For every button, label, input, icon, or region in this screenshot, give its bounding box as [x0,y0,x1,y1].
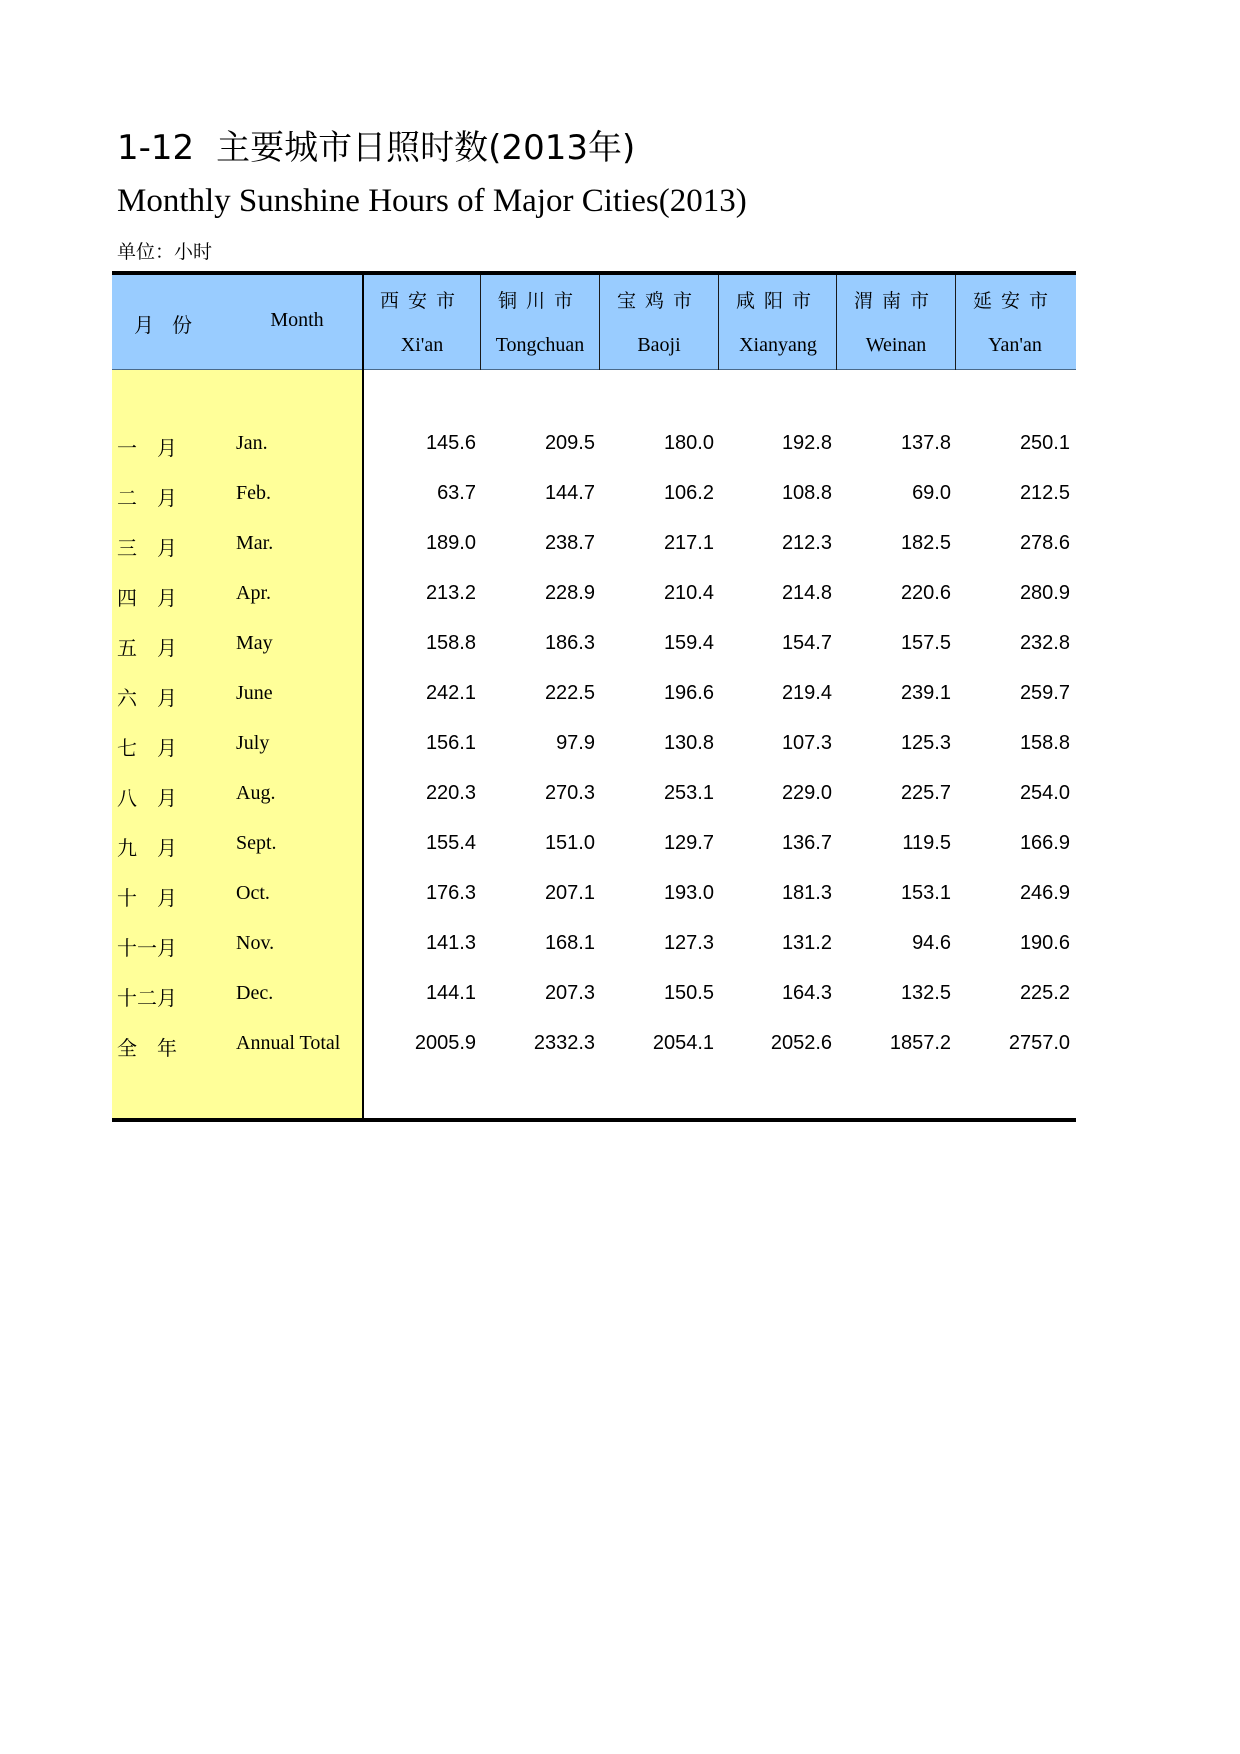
table-row [0,682,1240,712]
cell-value: 225.7 [900,782,951,804]
table-number: 1-12 [117,128,195,168]
cell-value: 106.2 [663,482,714,504]
header-city-cn: 宝鸡市 [616,290,701,312]
cell-value: 192.8 [781,432,832,454]
cell-value: 210.4 [663,582,714,604]
cell-value: 125.3 [900,732,951,754]
cell-value: 136.7 [781,832,832,854]
cell-value: 220.6 [900,582,951,604]
row-month-en: Dec. [236,982,274,1004]
row-month-en: Oct. [236,882,270,904]
header-month-en: Month [270,309,324,331]
cell-value: 222.5 [544,682,595,704]
row-month-cn: 十 月 [117,886,177,910]
cell-value: 270.3 [544,782,595,804]
header-city-cn: 延安市 [972,290,1057,312]
cell-value: 127.3 [663,932,714,954]
cell-value: 2005.9 [414,1032,476,1054]
cell-value: 207.1 [544,882,595,904]
table-row [0,532,1240,562]
cell-value: 155.4 [425,832,476,854]
cell-value: 166.9 [1019,832,1070,854]
cell-value: 158.8 [425,632,476,654]
row-month-en: Jan. [236,432,268,454]
cell-value: 280.9 [1019,582,1070,604]
cell-value: 164.3 [781,982,832,1004]
table-row [0,432,1240,462]
cell-value: 189.0 [425,532,476,554]
cell-value: 157.5 [900,632,951,654]
cell-value: 253.1 [663,782,714,804]
row-month-cn: 六 月 [117,686,177,710]
row-month-en: Sept. [236,832,277,854]
cell-value: 219.4 [781,682,832,704]
cell-value: 190.6 [1019,932,1070,954]
cell-value: 228.9 [544,582,595,604]
table-row [0,482,1240,512]
cell-value: 242.1 [425,682,476,704]
cell-value: 239.1 [900,682,951,704]
cell-value: 63.7 [437,482,476,504]
cell-value: 209.5 [544,432,595,454]
cell-value: 182.5 [900,532,951,554]
header-bottom-rule [112,369,1076,370]
cell-value: 151.0 [544,832,595,854]
table-row [0,1032,1240,1062]
row-month-cn: 十一月 [117,936,177,960]
cell-value: 156.1 [425,732,476,754]
cell-value: 97.9 [556,732,595,754]
cell-value: 229.0 [781,782,832,804]
cell-value: 2052.6 [770,1032,832,1054]
row-month-en: May [236,632,273,654]
cell-value: 130.8 [663,732,714,754]
cell-value: 150.5 [663,982,714,1004]
header-city-en: Xianyang [739,334,817,356]
header-city-en: Weinan [865,334,927,356]
cell-value: 94.6 [912,932,951,954]
cell-value: 2332.3 [533,1032,595,1054]
cell-value: 181.3 [781,882,832,904]
title-cn-text: 主要城市日照时数(2013年) [216,128,636,168]
row-month-en: June [236,682,273,704]
row-month-en: Apr. [236,582,271,604]
cell-value: 212.3 [781,532,832,554]
row-month-cn: 十二月 [117,986,177,1010]
header-city-cn: 西安市 [379,290,464,312]
table-row [0,632,1240,662]
header-city-cn: 咸阳市 [735,290,820,312]
cell-value: 217.1 [663,532,714,554]
cell-value: 213.2 [425,582,476,604]
cell-value: 144.7 [544,482,595,504]
cell-value: 250.1 [1019,432,1070,454]
table-row [0,982,1240,1012]
cell-value: 168.1 [544,932,595,954]
cell-value: 186.3 [544,632,595,654]
row-month-cn: 七 月 [117,736,177,760]
table-row [0,832,1240,862]
cell-value: 107.3 [781,732,832,754]
cell-value: 254.0 [1019,782,1070,804]
table-row [0,782,1240,812]
cell-value: 225.2 [1019,982,1070,1004]
table-row [0,932,1240,962]
cell-value: 278.6 [1019,532,1070,554]
page-title-cn [117,128,635,168]
row-month-cn: 九 月 [117,836,177,860]
cell-value: 129.7 [663,832,714,854]
cell-value: 212.5 [1019,482,1070,504]
row-month-cn: 八 月 [117,786,177,810]
table-row [0,882,1240,912]
header-month-cn: 月份 [134,313,210,337]
cell-value: 145.6 [425,432,476,454]
cell-value: 108.8 [781,482,832,504]
cell-value: 144.1 [425,982,476,1004]
row-month-en: Aug. [236,782,276,804]
cell-value: 220.3 [425,782,476,804]
cell-value: 158.8 [1019,732,1070,754]
header-city-en: Tongchuan [495,334,585,356]
unit-label: 单位：小时 [117,242,213,263]
cell-value: 193.0 [663,882,714,904]
table-bottom-rule [112,1118,1076,1122]
header-city-cn: 铜川市 [497,290,582,312]
row-month-en: July [236,732,270,754]
cell-value: 69.0 [912,482,951,504]
cell-value: 2757.0 [1008,1032,1070,1054]
row-month-en: Feb. [236,482,271,504]
row-month-cn: 五 月 [117,636,177,660]
table-row [0,732,1240,762]
cell-value: 232.8 [1019,632,1070,654]
row-month-cn: 全 年 [117,1036,177,1060]
header-city-en: Xi'an [400,334,444,356]
header-city-en: Baoji [637,334,681,356]
row-month-cn: 四 月 [117,586,177,610]
page-title-en: Monthly Sunshine Hours of Major Cities(2013) [117,183,747,219]
table-row [0,582,1240,612]
cell-value: 137.8 [900,432,951,454]
cell-value: 132.5 [900,982,951,1004]
cell-value: 2054.1 [652,1032,714,1054]
cell-value: 196.6 [663,682,714,704]
cell-value: 159.4 [663,632,714,654]
cell-value: 141.3 [425,932,476,954]
cell-value: 246.9 [1019,882,1070,904]
cell-value: 154.7 [781,632,832,654]
cell-value: 207.3 [544,982,595,1004]
cell-value: 1857.2 [889,1032,951,1054]
cell-value: 176.3 [425,882,476,904]
header-city-cn: 渭南市 [853,290,938,312]
row-month-cn: 三 月 [117,536,177,560]
cell-value: 259.7 [1019,682,1070,704]
cell-value: 214.8 [781,582,832,604]
row-month-cn: 二 月 [117,486,177,510]
header-city-en: Yan'an [988,334,1042,356]
cell-value: 131.2 [781,932,832,954]
cell-value: 238.7 [544,532,595,554]
row-month-en: Annual Total [236,1032,341,1054]
cell-value: 119.5 [902,832,951,854]
row-month-en: Mar. [236,532,274,554]
row-month-en: Nov. [236,932,275,954]
cell-value: 153.1 [900,882,951,904]
cell-value: 180.0 [663,432,714,454]
row-month-cn: 一 月 [117,436,177,460]
